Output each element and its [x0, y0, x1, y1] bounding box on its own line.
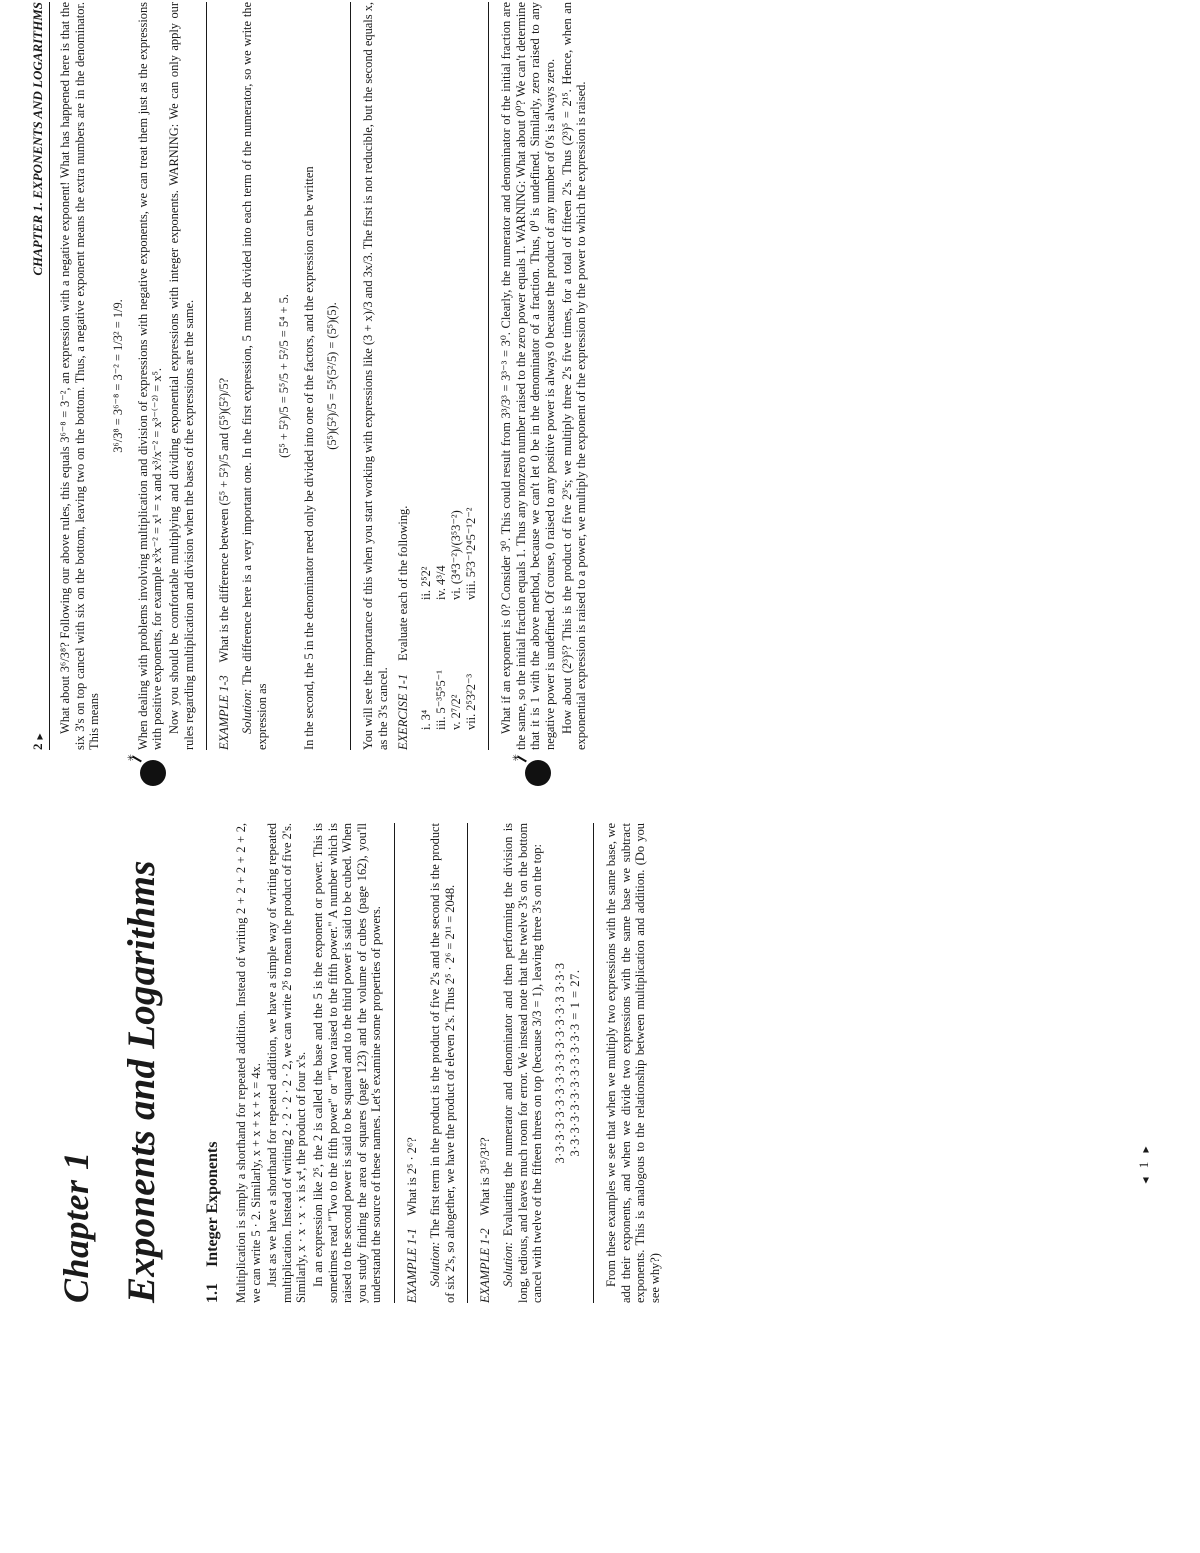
exercise-item: iv. 4³/4: [434, 565, 449, 600]
page-folio: [1136, 777, 1152, 1553]
exercise-item: viii. 5²3⁻¹2⁴5⁻¹2⁻²: [464, 507, 479, 600]
page-1-content: [55, 823, 664, 1303]
divider: [394, 823, 395, 1303]
exercise-instruction: Evaluate each of the following.: [396, 505, 411, 661]
example-heading: [405, 823, 420, 1303]
page-number: 2: [30, 743, 45, 750]
example-solution: [428, 823, 457, 1303]
header-page: [30, 733, 46, 750]
paragraph: Multiplication is simply a shorthand for repeated addition. Instead of writing 2 + 2 + 2 + 2 + 2, we can write 5 · 2. Similarly, x + x + x + x = 4x.: [234, 823, 263, 1303]
exercise-list: [419, 2, 478, 730]
example-question: What is the difference between (5⁵ + 5²)/5 and (5⁵)(5²)/5?: [217, 377, 232, 663]
triangle-right-icon: ▶: [1140, 1146, 1150, 1153]
page-2: [0, 0, 1200, 776]
triangle-right-icon: ▶: [35, 733, 44, 740]
divider: [350, 2, 351, 750]
example-label: EXAMPLE 1-1: [404, 1228, 419, 1303]
solution-label: Solution:: [427, 1241, 442, 1287]
header-rule: [49, 2, 50, 750]
bomb-icon: ✳: [525, 760, 551, 786]
warning-block: [499, 2, 589, 762]
exercise-label: EXERCISE 1-1: [396, 673, 411, 750]
page-2-content: [58, 2, 591, 762]
triangle-left-icon: ◀: [1140, 1177, 1150, 1184]
example-question: What is 3¹⁵/3¹²?: [478, 1137, 493, 1216]
chapter-title: Exponents and Logarithms: [120, 860, 163, 1303]
solution-text: The first term in the product is the product of five 2's and the second is the product of six 2's, so altogether, we have the product of eleven 2's. Thus 2⁵ · 2⁶ = 2¹¹ = 2048.: [427, 823, 457, 1303]
paragraph: What about 3⁶/3⁸? Following our above rules, this equals 3⁶⁻⁸ = 3⁻², an expression with a negative exponent! What has happened here is that the six 3's on top cancel with six on the bottom, leaving two on the bottom. Thus, a negative exponent means the extra numbers are in the denominator. This means: [58, 2, 102, 750]
example-solution: [240, 2, 269, 750]
section-title: Integer Exponents: [204, 1141, 221, 1267]
solution-label: Solution:: [501, 1241, 516, 1287]
example-solution: [501, 823, 545, 1303]
equation: (5⁵ + 5²)/5 = 5⁵/5 + 5²/5 = 5⁴ + 5.: [277, 294, 292, 458]
paragraph: You will see the importance of this when you start working with expressions like (3 + x)/3 and 3x/3. The first is not reducible, but the second equals x, as the 3's cancel.: [360, 2, 390, 750]
exercise-item: vi. (3⁴3⁻²)/(3⁵3⁻²): [449, 510, 464, 600]
paragraph: What if an exponent is 0? Consider 3⁰. This could result from 3³/3³ = 3³⁻³ = 3⁰. Clearly, the numerator and denominator of the initial fraction are the same, so the initial fraction equals 1. Thus any nonzero number raised to the zero power equals 1. WARNING: What about 0⁰? We can't determine that it is 1 with the above method, because we can't let 0 be in the denominator of a fraction. Thus, 0⁰ is undefined. Similarly, zero raised to any negative power is undefined. Of course, 0 raised to any positive power is always 0 because the product of any number of 0's is always zero.: [499, 2, 557, 750]
paragraph: From these examples we see that when we multiply two expressions with the same base, we add their exponents, and when we divide two expressions with the same base we subtract exponents. This is analogous to the relationship between multiplication and addition. (Do you see why?): [603, 823, 662, 1303]
example-label: EXAMPLE 1-2: [478, 1228, 493, 1303]
paragraph: When dealing with problems involving multiplication and division of expressions with negative exponents, we can treat them just as the expressions with positive exponents, for example x³x⁻² = x¹ = x and x³/x⁻² = x³⁻⁽⁻²⁾ = x⁵.: [135, 2, 165, 750]
example-heading: [217, 2, 232, 750]
exercise-item: i. 3⁴: [419, 709, 434, 730]
paragraph: Now you should be comfortable multiplying and dividing exponential expressions with integer exponents. WARNING: We can only apply our rules regarding multiplication and division when the bases of the expressions are the same.: [166, 2, 196, 750]
divider: [467, 823, 468, 1303]
equation-top: 3·3·3·3·3·3·3·3·3·3·3·3·3·3·3 3·3·3: [552, 962, 567, 1164]
bomb-icon: ✳: [140, 760, 166, 786]
exercise-item: ii. 2⁵2²: [419, 566, 434, 600]
paragraph: How about (2³)⁵? This is the product of five 2³'s; we multiply three 2's five times, for a total of fifteen 2's. Thus (2³)⁵ = 2¹⁵. Hence, when an exponential expression is raised to a power, we multiply the exponent of the expression by the power to which the expression is raised.: [559, 2, 589, 750]
section-heading: [204, 823, 222, 1303]
divider: [488, 2, 489, 750]
divider: [206, 2, 207, 750]
equation: (5⁵)(5²)/5 = 5⁵(5²/5) = (5⁵)(5).: [324, 302, 339, 450]
exercise-item: v. 2⁷/2²: [449, 694, 464, 730]
page-number: 1: [1136, 1161, 1151, 1169]
exercise-item: vii. 2⁵3²2⁻³: [464, 673, 479, 730]
section-number: 1.1: [204, 1283, 221, 1303]
running-head: CHAPTER 1. EXPONENTS AND LOGARITHMS: [30, 2, 45, 276]
exercise-heading: [396, 2, 411, 750]
running-header: [0, 2, 60, 750]
paragraph: Just as we have a shorthand for repeated addition, we have a simple way of writing repeated multiplication. Instead of writing 2 · 2 · 2 · 2 · 2, we can write 2⁵ to mean the product of five 2's. Similarly, x · x · x · x is x⁴, the product of four x's.: [265, 823, 309, 1303]
page-1: [0, 777, 1200, 1553]
chapter-label: Chapter 1: [56, 1151, 96, 1303]
solution-text: Evaluating the numerator and denominator and then performing the division is long, tedious, and leaves much room for error. We instead note that the twelve 3's on the bottom cancel with twelve of the fifteen threes on top (because 3/3 = 1), leaving three 3's on the top:: [501, 823, 545, 1303]
exercise-item: iii. 5⁻³5⁵5⁻¹: [434, 670, 449, 730]
divider: [593, 823, 594, 1303]
example-question: What is 2⁵ · 2⁶?: [404, 1137, 419, 1216]
solution-text: The difference here is a very important one. In the first expression, 5 must be divided into each term of the numerator, so we write the expression as: [240, 2, 269, 750]
equation: [553, 823, 583, 1303]
solution-label: Solution:: [240, 688, 255, 734]
equation: 3⁶/3⁸ = 3⁶⁻⁸ = 3⁻² = 1/3² = 1/9.: [110, 299, 125, 453]
example-label: EXAMPLE 1-3: [217, 675, 232, 750]
example-heading: [478, 823, 493, 1303]
paragraph: In an expression like 2⁵, the 2 is called the base and the 5 is the exponent or power. This is sometimes read "Two to the fifth power" or "Two raised to the fifth power." A number which is raised to the second power is said to be squared and to the third power is said to be cubed. When you study finding the area of squares (page 123) and the volume of cubes (page 162), you'll understand the source of these names. Let's examine some properties of powers.: [310, 823, 384, 1303]
paragraph: In the second, the 5 in the denominator need only be divided into one of the factors, and the expression can be written: [302, 166, 317, 750]
equation-bottom: 3·3·3·3·3·3·3·3·3·3·3·3 = 1 = 27.: [567, 969, 582, 1157]
warning-block: [125, 2, 196, 762]
